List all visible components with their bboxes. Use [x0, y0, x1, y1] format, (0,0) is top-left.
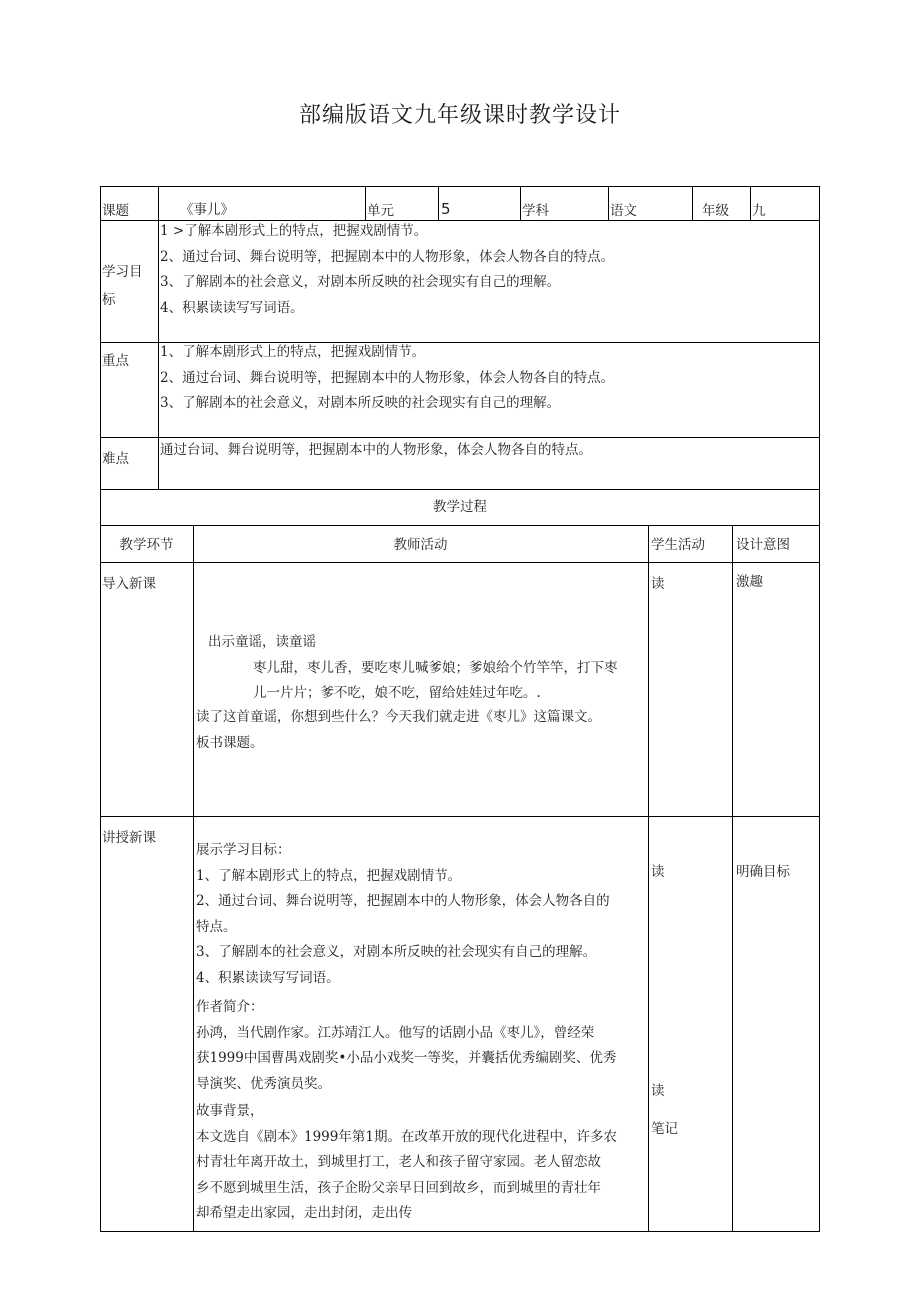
column-header-intent: 设计意图 — [736, 537, 790, 553]
stage-intro: 导入新课 — [102, 576, 156, 592]
column-header-stage: 教学环节 — [119, 537, 174, 553]
student-activity-read: 读 — [651, 1083, 665, 1099]
student-activity-notes: 笔记 — [651, 1121, 678, 1137]
text-line: 特点。 — [196, 918, 237, 935]
list-item: 3、了解剧本的社会意义，对剧本所反映的社会现实有自己的理解。 — [160, 274, 561, 290]
nursery-rhyme-line: 枣儿甜，枣儿香，要吃枣儿喊爹娘；爹娘给个竹竿竿，打下枣 — [253, 660, 618, 676]
subject-value: 语文 — [610, 203, 637, 219]
text-line: 2、通过台词、舞台说明等，把握剧本中的人物形象，体会人物各自的 — [196, 893, 610, 909]
key-points-label: 重点 — [102, 353, 129, 369]
list-item: 2、通过台词、舞台说明等，把握剧本中的人物形象，体会人物各自的特点。 — [160, 369, 615, 386]
student-activity-read: 读 — [651, 864, 665, 880]
design-intent-goals: 明确目标 — [736, 864, 790, 880]
text-line: 孙鸿，当代剧作家。江苏靖江人。他写的话剧小品《枣儿》，曾经荣 — [196, 1024, 595, 1041]
stage-new-lesson: 讲授新课 — [102, 830, 156, 846]
column-header-teacher: 教师活动 — [393, 537, 448, 553]
author-intro-block — [196, 995, 616, 1097]
process-title: 教学过程 — [433, 499, 487, 515]
text-line: 本文选自《剧本》1999年第1期。在改革开放的现代化进程中，许多农 — [196, 1128, 617, 1145]
nursery-rhyme-line: 儿一片片；爹不吃，娘不吃，留给娃娃过年吃。. — [253, 685, 541, 701]
unit-label: 单元 — [367, 203, 394, 219]
topic-value: 《事儿》 — [180, 202, 234, 218]
text-line: 获1999中国曹禺戏剧奖•小品小戏奖一等奖，并囊括优秀编剧奖、优秀 — [196, 1050, 617, 1066]
difficulty-label: 难点 — [102, 451, 129, 467]
list-item: 2、通过台词、舞台说明等，把握剧本中的人物形象，体会人物各自的特点。 — [160, 248, 615, 265]
list-item: 4、积累读读写写词语。 — [160, 299, 304, 316]
teacher-goals-block — [196, 838, 610, 991]
page-title: 部编版语文九年级课时教学设计 — [298, 103, 621, 128]
grade-label: 年级 — [702, 203, 729, 219]
text-line: 故事背景， — [196, 1103, 264, 1119]
topic-label: 课题 — [102, 203, 129, 219]
student-activity-intro: 读 — [651, 576, 665, 592]
subject-label: 学科 — [522, 203, 549, 219]
text-line: 导演奖、优秀演员奖。 — [196, 1075, 331, 1092]
teacher-intro-line: 板书课题。 — [196, 735, 264, 751]
list-item: 3、了解剧本的社会意义，对剧本所反映的社会现实有自己的理解。 — [160, 395, 561, 411]
teacher-intro-line: 出示童谣，读童谣 — [208, 634, 316, 650]
text-line: 展示学习目标： — [196, 842, 291, 858]
text-line: 4、积累读读写写词语。 — [196, 969, 340, 986]
list-item: 1 >了解本剧形式上的特点，把握戏剧情节。 — [160, 223, 428, 239]
design-intent-intro: 激趣 — [736, 574, 763, 590]
text-line: 村青壮年离开故土，到城里打工，老人和孩子留守家园。老人留恋故 — [196, 1154, 601, 1170]
story-background-block — [196, 1099, 617, 1227]
list-item: 1、了解本剧形式上的特点，把握戏剧情节。 — [160, 344, 426, 360]
grade-value: 九 — [752, 203, 766, 219]
text-line: 1、了解本剧形式上的特点，把握戏剧情节。 — [196, 867, 462, 884]
teacher-intro-line: 读了这首童谣，你想到些什么？今天我们就走进《枣儿》这篇课文。 — [196, 709, 601, 725]
unit-value: 5 — [441, 200, 451, 218]
key-points-list — [160, 340, 614, 417]
objectives-list — [160, 219, 614, 321]
text-line: 作者简介： — [196, 999, 264, 1015]
text-line: 却希望走出家园，走出封闭，走出传 — [196, 1205, 412, 1221]
column-header-student: 学生活动 — [651, 537, 705, 553]
objectives-label-line2: 标 — [102, 292, 116, 308]
objectives-label-line1: 学习目 — [102, 264, 143, 280]
text-line: 乡不愿到城里生活，孩子企盼父亲早日回到故乡，而到城里的青壮年 — [196, 1179, 601, 1196]
text-line: 3、了解剧本的社会意义，对剧本所反映的社会现实有自己的理解。 — [196, 944, 597, 960]
difficulty-text: 通过台词、舞台说明等，把握剧本中的人物形象，体会人物各自的特点。 — [160, 442, 592, 458]
